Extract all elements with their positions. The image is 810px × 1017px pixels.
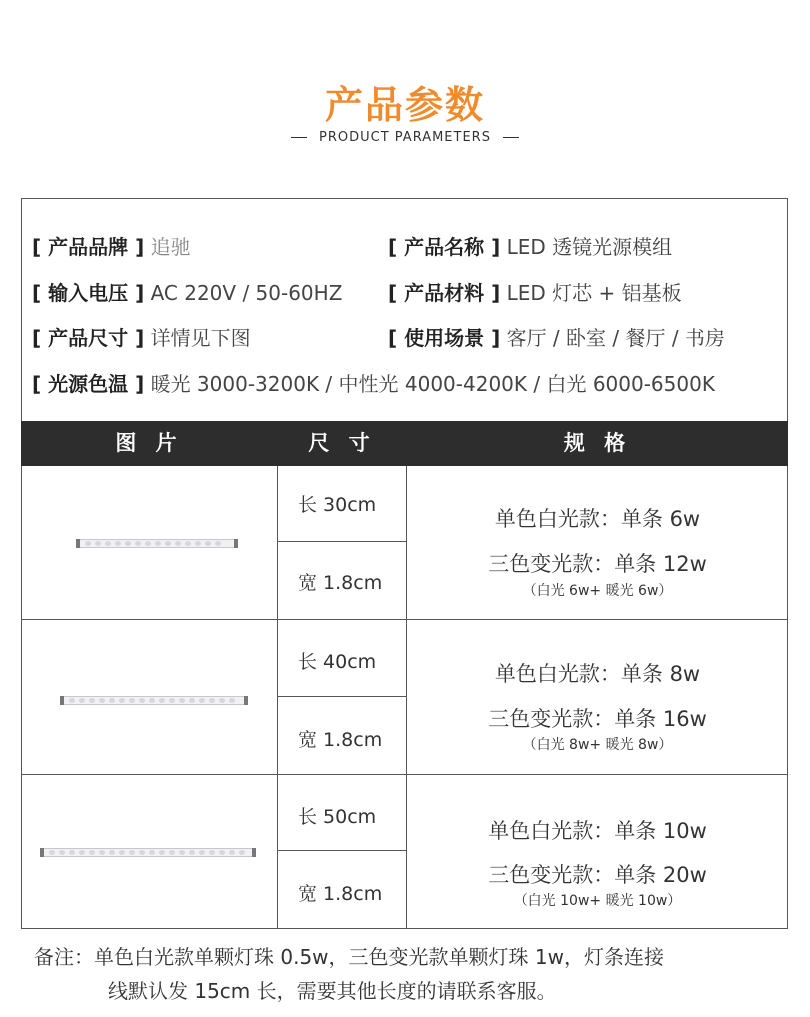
led-strip-image	[76, 539, 238, 548]
led-lens-dot	[139, 698, 145, 703]
led-lens-dot	[215, 541, 221, 546]
led-lens-dot	[239, 850, 245, 855]
subtitle-dash-left	[291, 137, 307, 139]
param-size	[32, 323, 251, 353]
spec-breakdown: （白光 10w+ 暖光 10w）	[513, 893, 682, 909]
led-lens-dot	[89, 698, 95, 703]
led-lens-dot	[209, 698, 215, 703]
led-lens-dot	[59, 850, 65, 855]
led-strip-image	[60, 696, 248, 705]
table-divider	[277, 850, 406, 851]
led-lens-dot	[185, 541, 191, 546]
param-brand	[32, 232, 191, 262]
spec-breakdown: （白光 8w+ 暖光 8w）	[522, 737, 673, 753]
led-lens-dot	[149, 850, 155, 855]
led-lens-dot	[125, 541, 131, 546]
led-lens-dot	[179, 850, 185, 855]
table-cell-length: 长 30cm	[298, 494, 377, 516]
led-lens-dot	[229, 698, 235, 703]
led-lens-dot	[169, 698, 175, 703]
subtitle-dash-right	[503, 137, 519, 139]
table-cell-width: 宽 1.8cm	[298, 729, 383, 751]
led-lens-dot	[205, 541, 211, 546]
column-header-size: 尺 寸	[308, 431, 376, 455]
param-voltage	[32, 278, 342, 308]
led-lens-dot	[85, 541, 91, 546]
led-lens-dot	[69, 850, 75, 855]
spec-three-color: 三色变光款：单条 16w	[488, 707, 707, 731]
param-voltage-label: [ 输入电压 ]	[32, 281, 145, 305]
table-cell-width: 宽 1.8cm	[298, 572, 383, 594]
led-lens-dot	[149, 698, 155, 703]
led-lens-dot	[129, 698, 135, 703]
param-voltage-value: AC 220V / 50-60HZ	[150, 281, 343, 305]
table-divider	[277, 696, 406, 697]
spec-single-color: 单色白光款：单条 10w	[488, 819, 707, 843]
led-lens-dot	[109, 850, 115, 855]
led-lens-dot	[95, 541, 101, 546]
column-header-spec: 规 格	[563, 431, 632, 455]
param-size-label: [ 产品尺寸 ]	[32, 326, 145, 350]
led-lens-dot	[89, 850, 95, 855]
spec-three-color: 三色变光款：单条 20w	[488, 863, 707, 887]
param-brand-label: [ 产品品牌 ]	[32, 235, 145, 259]
led-lens-dot	[99, 698, 105, 703]
led-lens-dot	[169, 850, 175, 855]
led-lens-dot	[155, 541, 161, 546]
table-cell-width: 宽 1.8cm	[298, 883, 383, 905]
table-cell-length: 长 40cm	[298, 651, 377, 673]
spec-single-color: 单色白光款：单条 8w	[494, 662, 701, 686]
spec-breakdown: （白光 6w+ 暖光 6w）	[522, 583, 673, 599]
spec-single-color: 单色白光款：单条 6w	[494, 507, 701, 531]
param-color-temp	[32, 369, 715, 399]
footnote-line-2: 线默认发 15cm 长，需要其他长度的请联系客服。	[108, 979, 557, 1003]
led-lens-dot	[79, 698, 85, 703]
led-lens-dot	[135, 541, 141, 546]
led-lens-dot	[229, 850, 235, 855]
led-lens-dot	[189, 698, 195, 703]
led-lens-dot	[139, 850, 145, 855]
spec-three-color: 三色变光款：单条 12w	[488, 552, 707, 576]
footnote-line-1: 备注：单色白光款单颗灯珠 0.5w，三色变光款单颗灯珠 1w，灯条连接	[34, 945, 664, 969]
param-scene	[388, 323, 725, 353]
table-divider	[21, 774, 788, 775]
led-lens-dot	[199, 698, 205, 703]
param-name-label: [ 产品名称 ]	[388, 235, 501, 259]
table-divider	[277, 541, 406, 542]
led-lens-dot	[49, 850, 55, 855]
param-color-temp-label: [ 光源色温 ]	[32, 372, 145, 396]
param-scene-label: [ 使用场景 ]	[388, 326, 501, 350]
param-material	[388, 278, 682, 308]
led-lens-dot	[119, 698, 125, 703]
page-title: 产品参数	[324, 83, 485, 127]
led-lens-dot	[195, 541, 201, 546]
table-cell-length: 长 50cm	[298, 806, 377, 828]
param-name	[388, 232, 672, 262]
param-material-label: [ 产品材料 ]	[388, 281, 501, 305]
param-name-value: LED 透镜光源模组	[506, 235, 673, 259]
led-lens-dot	[219, 850, 225, 855]
led-lens-dot	[105, 541, 111, 546]
led-lens-dot	[159, 850, 165, 855]
led-lens-dot	[79, 850, 85, 855]
led-lens-dot	[165, 541, 171, 546]
led-lens-dot	[99, 850, 105, 855]
led-lens-dot	[115, 541, 121, 546]
table-divider	[277, 466, 278, 929]
led-lens-dot	[145, 541, 151, 546]
led-lens-dot	[175, 541, 181, 546]
param-color-temp-value: 暖光 3000-3200K / 中性光 4000-4200K / 白光 6000-6500K	[150, 372, 715, 396]
led-lens-dot	[219, 698, 225, 703]
led-lens-dot	[159, 698, 165, 703]
led-lens-dot	[209, 850, 215, 855]
led-lens-dot	[109, 698, 115, 703]
param-material-value: LED 灯芯 + 铝基板	[506, 281, 682, 305]
column-header-image: 图 片	[115, 431, 183, 455]
param-scene-value: 客厅 / 卧室 / 餐厅 / 书房	[506, 326, 725, 350]
led-lens-dot	[189, 850, 195, 855]
led-lens-dot	[179, 698, 185, 703]
param-size-value: 详情见下图	[150, 326, 251, 350]
table-header	[21, 421, 788, 466]
subtitle-text: PRODUCT PARAMETERS	[319, 130, 491, 145]
page-subtitle	[0, 130, 810, 145]
led-lens-dot	[199, 850, 205, 855]
table-divider	[21, 619, 788, 620]
led-lens-dot	[129, 850, 135, 855]
led-lens-dot	[69, 698, 75, 703]
param-brand-value: 追驰	[150, 235, 191, 259]
led-lens-dot	[119, 850, 125, 855]
footnote	[34, 940, 794, 1008]
led-strip-image	[40, 848, 256, 857]
